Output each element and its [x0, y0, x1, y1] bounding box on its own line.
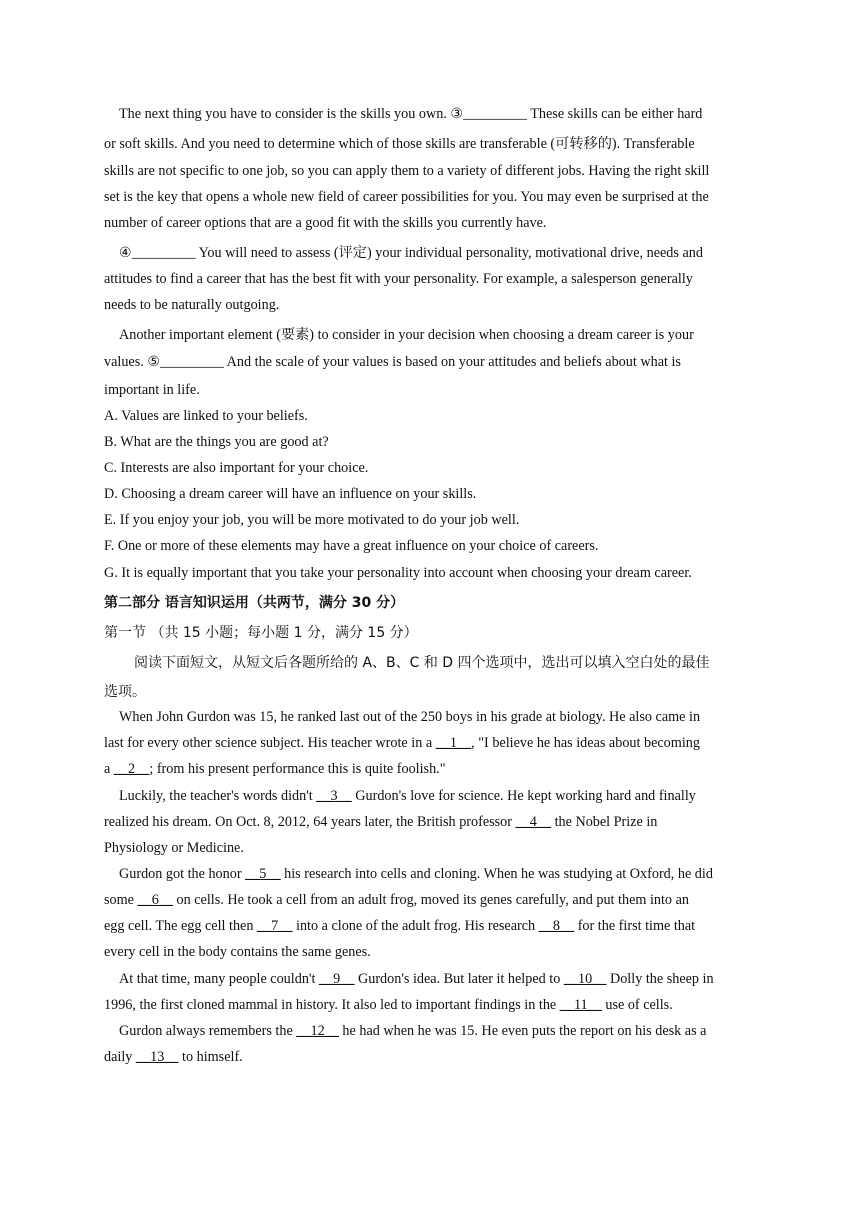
cloze-text: to himself. — [178, 1049, 243, 1065]
passage-line: important in life. — [104, 382, 200, 398]
cloze-text: ; from his present performance this is quite foolish." — [149, 761, 446, 777]
cloze-text: last for every other science subject. His teacher wrote in a — [104, 735, 436, 751]
cloze-line — [104, 1049, 243, 1066]
cloze-text: At that time, many people couldn't — [119, 971, 319, 987]
blank-1: __1__ — [435, 735, 472, 751]
blank-10: __10__ — [563, 971, 607, 987]
option-b: B. What are the things you are good at? — [104, 434, 329, 450]
blank-6: __6__ — [137, 892, 173, 908]
passage-line: number of career options that are a good fit with the skills you currently have. — [104, 215, 547, 231]
cloze-line — [104, 918, 695, 935]
blank-5: __5__ — [245, 866, 281, 882]
cloze-line: Physiology or Medicine. — [104, 840, 244, 856]
cloze-line — [104, 997, 673, 1014]
cloze-text: into a clone of the adult frog. His research — [292, 918, 539, 934]
option-f: F. One or more of these elements may have a great influence on your choice of careers. — [104, 538, 599, 554]
cloze-line — [119, 971, 714, 988]
passage-line: values. ⑤_________ And the scale of your values is based on your attitudes and beliefs about what is — [104, 354, 681, 370]
cloze-text: he had when he was 15. He even puts the report on his desk as a — [338, 1023, 707, 1039]
passage-line: needs to be naturally outgoing. — [104, 297, 280, 313]
passage-line: skills are not specific to one job, so you can apply them to a variety of different jobs. Having the right skill — [104, 163, 710, 179]
option-e: E. If you enjoy your job, you will be more motivated to do your job well. — [104, 512, 520, 528]
cloze-text: some — [104, 892, 138, 908]
cloze-text: 1996, the first cloned mammal in history. It also led to important findings in the — [104, 997, 560, 1013]
cloze-text: Gurdon's love for science. He kept working hard and finally — [351, 788, 696, 804]
cloze-line — [104, 892, 689, 909]
part-title: 第二部分 语言知识运用（共两节，满分 30 分） — [104, 595, 405, 611]
cloze-line: When John Gurdon was 15, he ranked last out of the 250 boys in his grade at biology. He also came in — [119, 709, 701, 725]
cloze-line — [104, 761, 446, 778]
cloze-text: his research into cells and cloning. When he was studying at Oxford, he did — [280, 866, 713, 882]
cloze-line — [104, 735, 700, 752]
cloze-text: egg cell. The egg cell then — [104, 918, 257, 934]
passage-line: Another important element (要素) to consider in your decision when choosing a dream career is your — [119, 327, 694, 343]
instructions-continued: 选项。 — [104, 684, 146, 700]
blank-7: __7__ — [256, 918, 293, 934]
cloze-text: on cells. He took a cell from an adult frog, moved its genes carefully, and put them into an — [172, 892, 689, 908]
cloze-text: Dolly the sheep in — [606, 971, 714, 987]
blank-4: __4__ — [515, 814, 552, 830]
passage-line: ④_________ You will need to assess (评定) your individual personality, motivational drive, needs and — [119, 245, 703, 261]
option-c: C. Interests are also important for your choice. — [104, 460, 369, 476]
blank-11: __11__ — [559, 997, 602, 1013]
cloze-text: Gurdon always remembers the — [119, 1023, 297, 1039]
cloze-line — [104, 814, 657, 831]
section-subtitle: 第一节 （共 15 小题；每小题 1 分，满分 15 分） — [104, 625, 418, 641]
cloze-text: Luckily, the teacher's words didn't — [119, 788, 317, 804]
cloze-text: Gurdon got the honor — [119, 866, 246, 882]
cloze-line — [119, 866, 713, 883]
passage-line: The next thing you have to consider is the skills you own. ③_________ These skills can be either hard — [119, 106, 703, 122]
blank-12: __12__ — [296, 1023, 339, 1039]
cloze-text: a — [104, 761, 114, 777]
cloze-text: realized his dream. On Oct. 8, 2012, 64 years later, the British professor — [104, 814, 516, 830]
instructions: 阅读下面短文，从短文后各题所给的 A、B、C 和 D 四个选项中，选出可以填入空白处的最佳 — [134, 655, 710, 671]
cloze-line — [119, 1023, 706, 1040]
cloze-text: , "I believe he has ideas about becoming — [471, 735, 700, 751]
option-a: A. Values are linked to your beliefs. — [104, 408, 308, 424]
passage-line: set is the key that opens a whole new field of career possibilities for you. You may even be surprised at the — [104, 189, 709, 205]
option-g: G. It is equally important that you take your personality into account when choosing your dream career. — [104, 565, 692, 581]
cloze-text: use of cells. — [601, 997, 673, 1013]
passage-line: or soft skills. And you need to determine which of those skills are transferable (可转移的). Transferable — [104, 136, 695, 152]
cloze-text: Gurdon's idea. But later it helped to — [354, 971, 564, 987]
blank-2: __2__ — [113, 761, 150, 777]
passage-line: attitudes to find a career that has the best fit with your personality. For example, a salesperson generally — [104, 271, 693, 287]
option-d: D. Choosing a dream career will have an influence on your skills. — [104, 486, 477, 502]
cloze-text: for the first time that — [574, 918, 696, 934]
cloze-text: daily — [104, 1049, 136, 1065]
cloze-line — [119, 788, 696, 805]
cloze-line: every cell in the body contains the same genes. — [104, 944, 371, 960]
blank-8: __8__ — [538, 918, 575, 934]
blank-9: __9__ — [318, 971, 355, 987]
blank-13: __13__ — [135, 1049, 179, 1065]
blank-3: __3__ — [316, 788, 352, 804]
cloze-text: the Nobel Prize in — [551, 814, 658, 830]
